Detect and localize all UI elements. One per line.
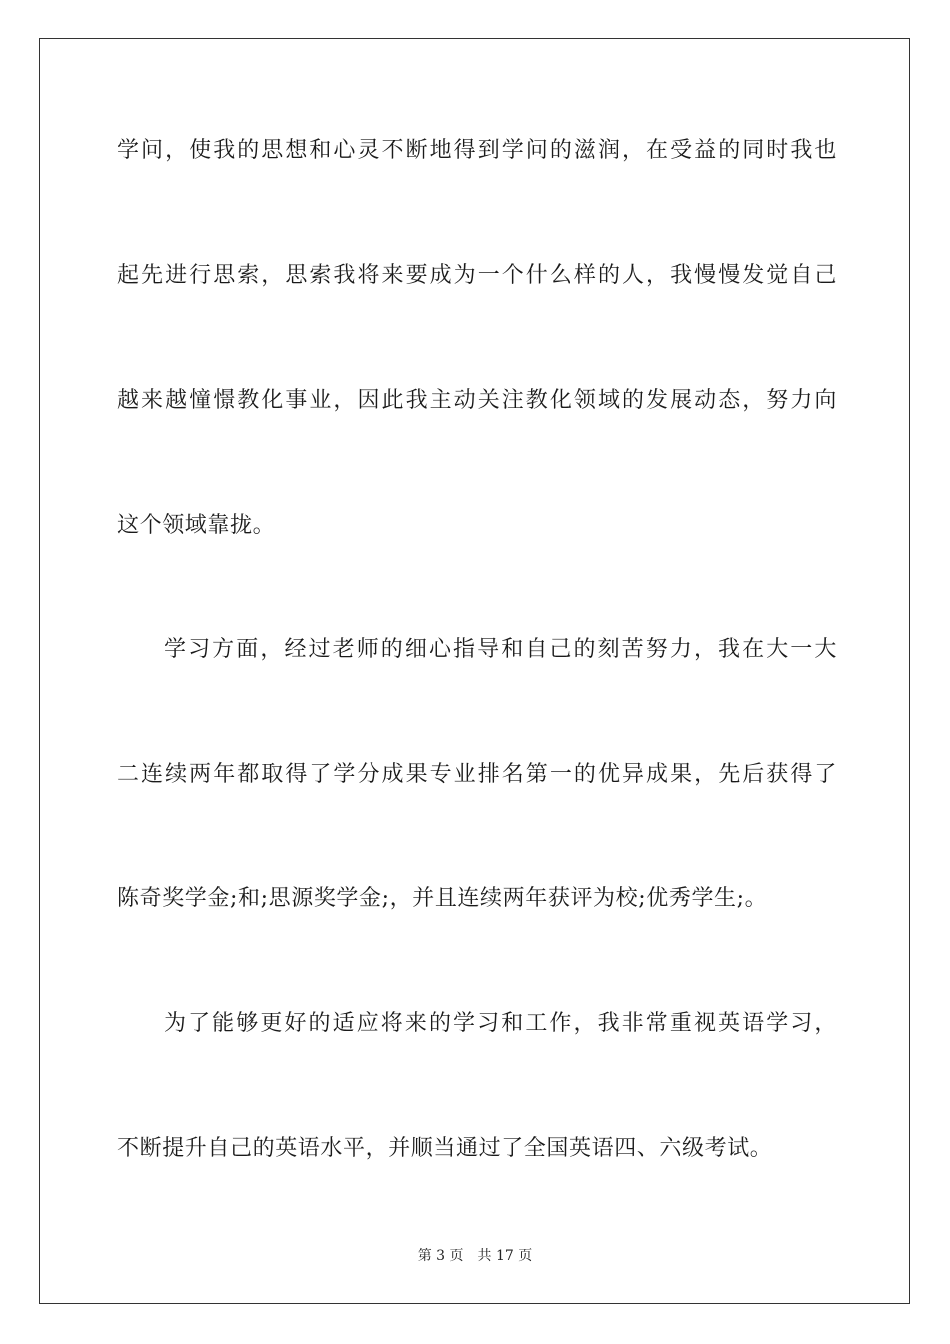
paragraph-3-line-1: 为了能够更好的适应将来的学习和工作，我非常重视英语学习， [164, 1011, 837, 1036]
page-frame [39, 38, 910, 1304]
paragraph-1-line-1: 学问，使我的思想和心灵不断地得到学问的滋润，在受益的同时我也 [117, 138, 837, 163]
paragraph-1-line-3: 越来越憧憬教化事业，因此我主动关注教化领域的发展动态，努力向 [117, 388, 837, 413]
paragraph-2-line-3: 陈奇奖学金;和;思源奖学金;，并且连续两年获评为校;优秀学生;。 [117, 886, 768, 911]
paragraph-1-line-2: 起先进行思索，思索我将来要成为一个什么样的人，我慢慢发觉自己 [117, 263, 837, 288]
paragraph-2-line-1: 学习方面，经过老师的细心指导和自己的刻苦努力，我在大一大 [164, 637, 837, 662]
page-number: 第 3 页 [417, 1248, 464, 1264]
paragraph-3-line-2: 不断提升自己的英语水平，并顺当通过了全国英语四、六级考试。 [117, 1136, 773, 1161]
paragraph-2-line-2: 二连续两年都取得了学分成果专业排名第一的优异成果，先后获得了 [117, 762, 837, 787]
page-footer [0, 1247, 950, 1265]
page-total: 共 17 页 [477, 1248, 533, 1264]
paragraph-1-line-4: 这个领域靠拢。 [117, 513, 276, 538]
